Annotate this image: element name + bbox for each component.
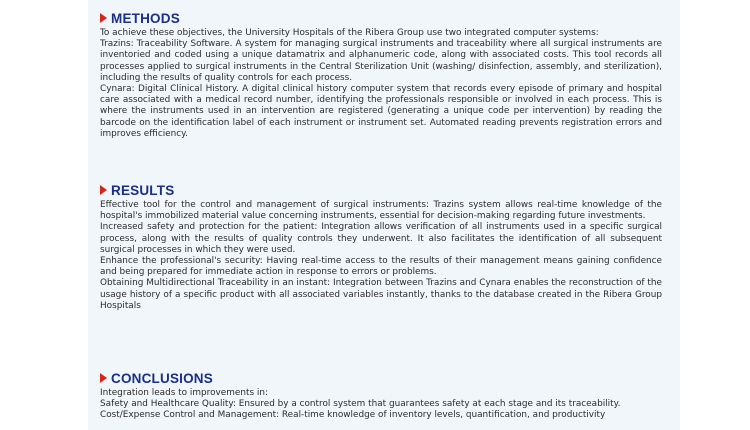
results-section xyxy=(100,182,662,312)
conclusions-heading xyxy=(100,370,662,386)
bullet-arrow-icon xyxy=(100,373,107,383)
methods-section xyxy=(100,10,662,140)
results-paragraph: Effective tool for the control and management of surgical instruments: Trazins system allows real-time knowledge of the hospital's immobilized material value concerning instruments, essential for decision-making regarding future investments. xyxy=(100,200,662,222)
methods-paragraph: Cynara: Digital Clinical History. A digital clinical history computer system that records every episode of primary and hospital care associated with a medical record number, identifying the professionals responsible or involved in each process. This is where the instruments used in an intervention are registered (generating a unique code per intervention) by reading the barcode on the identification label of each instrument or instrument set. Automated reading prevents registration errors and improves efficiency. xyxy=(100,84,662,139)
results-paragraph: Increased safety and protection for the patient: Integration allows verification of all instruments used in a specific surgical process, along with the results of quality controls they underwent. It also facilitates the identification of all subsequent surgical processes in which they were used. xyxy=(100,222,662,255)
conclusions-paragraph: Cost/Expense Control and Management: Real-time knowledge of inventory levels, quantification, and productivity xyxy=(100,410,606,421)
conclusions-title: CONCLUSIONS xyxy=(111,370,213,386)
methods-heading xyxy=(100,10,662,26)
bullet-arrow-icon xyxy=(100,13,107,23)
poster-panel xyxy=(88,0,680,430)
results-paragraph: Obtaining Multidirectional Traceability in an instant: Integration between Trazins and Cynara enables the reconstruction of the usage history of a specific product with all associated variables instantly, thanks to the database created in the Ribera Group Hospitals xyxy=(100,278,662,311)
conclusions-body xyxy=(100,388,662,422)
conclusions-paragraph: Integration leads to improvements in: xyxy=(100,388,268,398)
results-paragraph: Enhance the professional's security: Having real-time access to the results of their management means gaining confidence and being prepared for immediate action in response to errors or problems. xyxy=(100,256,662,278)
conclusions-section xyxy=(100,370,662,422)
methods-title: METHODS xyxy=(111,10,180,26)
results-body xyxy=(100,200,662,312)
results-heading xyxy=(100,182,662,198)
results-title: RESULTS xyxy=(111,182,175,198)
conclusions-paragraph: Safety and Healthcare Quality: Ensured by a control system that guarantees safety at each stage and its traceability. xyxy=(100,399,621,410)
methods-paragraph: To achieve these objectives, the University Hospitals of the Ribera Group use two integrated computer systems: xyxy=(100,28,599,38)
methods-paragraph: Trazins: Traceability Software. A system for managing surgical instruments and traceability where all surgical instruments are inventoried and coded using a unique datamatrix and alphanumeric code, along with associated costs. This tool records all processes applied to surgical instruments in the Central Sterilization Unit (washing/ disinfection, assembly, and sterilization), including the results of quality controls for each process. xyxy=(100,39,662,83)
bullet-arrow-icon xyxy=(100,185,107,195)
methods-body xyxy=(100,28,662,140)
